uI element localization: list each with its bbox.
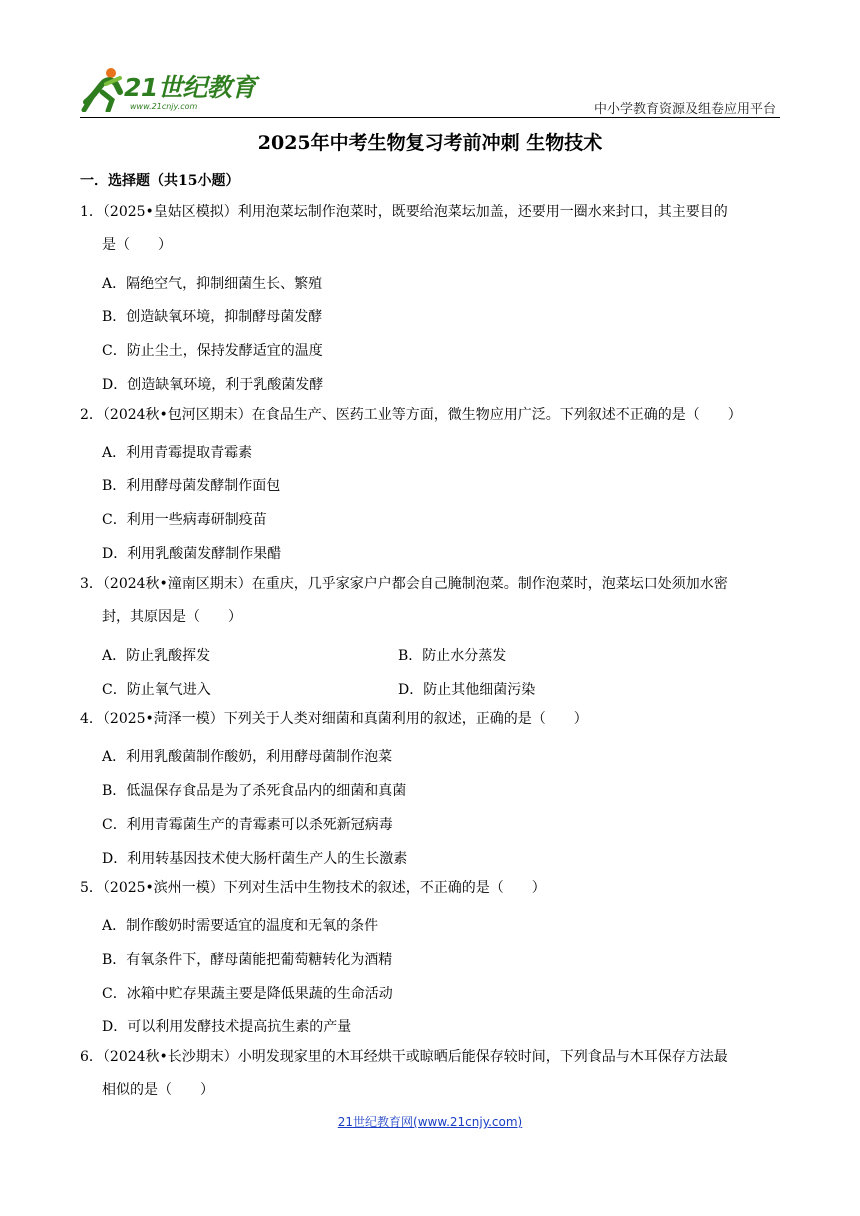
header-divider: [80, 117, 780, 118]
question-2-option-b: B．利用酵母菌发酵制作面包: [102, 478, 281, 494]
question-1-stem-cont: 是（ ）: [102, 237, 172, 253]
question-1-option-a: A．隔绝空气，抑制细菌生长、繁殖: [102, 276, 323, 292]
question-1-option-d: D．创造缺氧环境，利于乳酸菌发酵: [102, 377, 324, 393]
question-5: [80, 872, 780, 905]
footer-link[interactable]: 21世纪教育网(www.21cnjy.com): [337, 1115, 523, 1129]
logo-url: www.21cnjy.com: [130, 102, 198, 111]
question-6-stem: 6．（2024秋•长沙期末）小明发现家里的木耳经烘干或晾晒后能保存较时间，下列食品与木耳保存方法最: [80, 1049, 728, 1065]
question-3-option-d: D．防止其他细菌污染: [398, 682, 536, 698]
question-2-stem: 2．（2024秋•包河区期末）在食品生产、医药工业等方面，微生物应用广泛。下列叙述不正确的是（ ）: [80, 407, 742, 423]
question-4: [80, 703, 780, 736]
question-4-stem: 4．（2025•菏泽一模）下列关于人类对细菌和真菌利用的叙述，正确的是（ ）: [80, 711, 588, 727]
question-1: [80, 196, 780, 262]
question-3-option-a: A．防止乳酸挥发: [102, 648, 211, 664]
logo-text: 21世纪教育: [124, 73, 256, 102]
question-2-option-d: D．利用乳酸菌发酵制作果醋: [102, 546, 282, 562]
question-4-option-a: A．利用乳酸菌制作酸奶，利用酵母菌制作泡菜: [102, 749, 393, 765]
question-5-option-b: B．有氧条件下，酵母菌能把葡萄糖转化为酒精: [102, 952, 393, 968]
question-1-option-b: B．创造缺氧环境，抑制酵母菌发酵: [102, 309, 323, 325]
question-4-option-b: B．低温保存食品是为了杀死食品内的细菌和真菌: [102, 783, 407, 799]
runner-icon: [80, 66, 128, 112]
question-2-option-a: A．利用青霉提取青霉素: [102, 445, 253, 461]
question-5-option-c: C．冰箱中贮存果蔬主要是降低果蔬的生命活动: [102, 986, 393, 1002]
question-2-option-c: C．利用一些病毒研制疫苗: [102, 512, 267, 528]
question-6-stem-cont: 相似的是（ ）: [102, 1082, 214, 1098]
question-3-stem-cont: 封，其原因是（ ）: [102, 609, 242, 625]
logo: [80, 66, 280, 116]
question-5-stem: 5．（2025•滨州一模）下列对生活中生物技术的叙述，不正确的是（ ）: [80, 880, 546, 896]
question-1-option-c: C．防止尘土，保持发酵适宜的温度: [102, 343, 323, 359]
question-4-option-c: C．利用青霉菌生产的青霉素可以杀死新冠病毒: [102, 817, 393, 833]
question-3-option-c: C．防止氧气进入: [102, 682, 211, 698]
platform-name: 中小学教育资源及组卷应用平台: [593, 102, 776, 117]
question-6: [80, 1041, 780, 1107]
question-3: [80, 568, 780, 634]
section-heading: 一．选择题（共15小题）: [80, 173, 240, 189]
question-2: [80, 399, 780, 432]
question-1-stem: 1．（2025•皇姑区模拟）利用泡菜坛制作泡菜时，既要给泡菜坛加盖，还要用一圈水来封口，其主要目的: [80, 204, 728, 220]
question-4-option-d: D．利用转基因技术使大肠杆菌生产人的生长激素: [102, 851, 408, 867]
page-title: 2025年中考生物复习考前冲刺 生物技术: [257, 132, 603, 154]
question-3-stem: 3．（2024秋•潼南区期末）在重庆，几乎家家户户都会自己腌制泡菜。制作泡菜时，泡菜坛口处须加水密: [80, 576, 728, 592]
question-5-option-d: D．可以利用发酵技术提高抗生素的产量: [102, 1019, 352, 1035]
question-5-option-a: A．制作酸奶时需要适宜的温度和无氧的条件: [102, 918, 379, 934]
question-3-option-b: B．防止水分蒸发: [398, 648, 507, 664]
page-header: [80, 60, 780, 118]
